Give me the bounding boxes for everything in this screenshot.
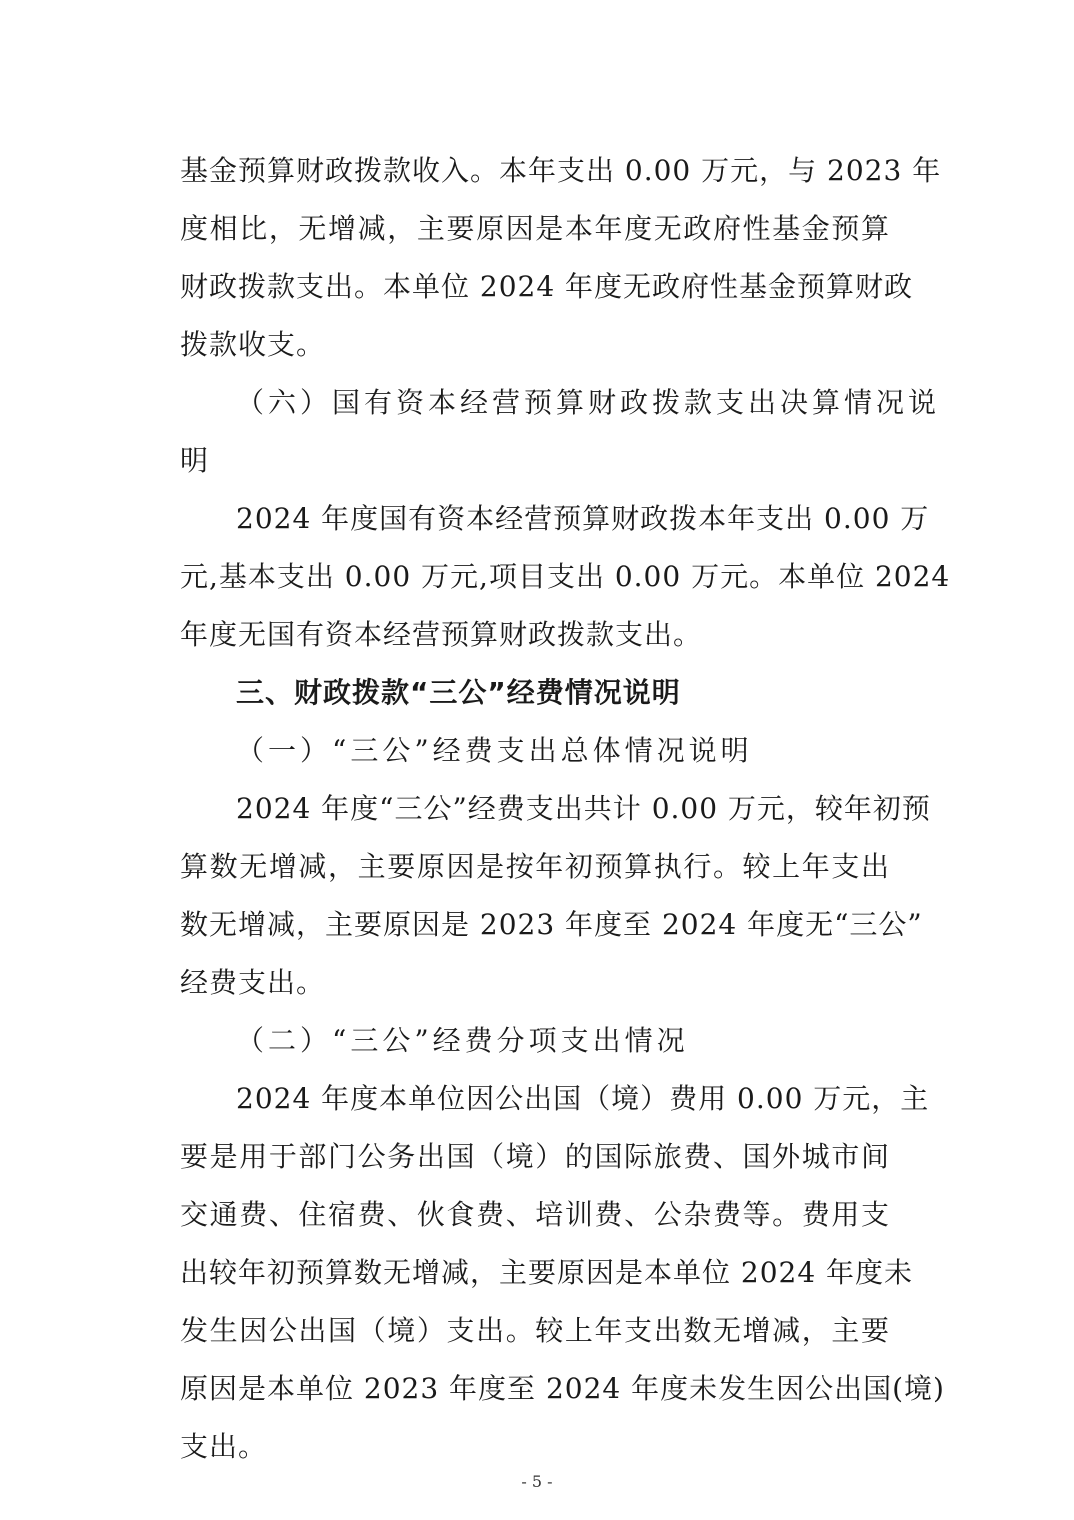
text-line: 元,基本支出 0.00 万元,项目支出 0.00 万元。本单位 2024 — [180, 560, 951, 593]
page-number: - 5 - — [521, 1472, 553, 1491]
text-line: 算数无增减，主要原因是按年初预算执行。较上年支出 — [180, 850, 890, 883]
heading-line: 三、财政拨款“三公”经费情况说明 — [236, 676, 681, 709]
text-line: 财政拨款支出。本单位 2024 年度无政府性基金预算财政 — [180, 270, 914, 303]
heading-line: （六）国有资本经营预算财政拨款支出决算情况说 — [236, 386, 941, 419]
paragraph-fund-budget — [180, 142, 942, 374]
section-heading-3 — [180, 664, 890, 722]
text-line: 2024 年度国有资本经营预算财政拨本年支出 0.00 万 — [236, 502, 930, 535]
text-line: 出较年初预算数无增减，主要原因是本单位 2024 年度未 — [180, 1256, 914, 1289]
text-line: 基金预算财政拨款收入。本年支出 0.00 万元，与 2023 年 — [180, 154, 942, 187]
text-line: 交通费、住宿费、伙食费、培训费、公杂费等。费用支 — [180, 1198, 890, 1231]
text-line: 经费支出。 — [180, 966, 326, 999]
section-heading-6 — [180, 374, 941, 490]
heading-line: （一）“三公”经费支出总体情况说明 — [236, 734, 753, 767]
subsection-heading-2 — [180, 1012, 890, 1070]
text-line: 支出。 — [180, 1430, 268, 1463]
text-line: 年度无国有资本经营预算财政拨款支出。 — [180, 618, 703, 651]
text-line: 发生因公出国（境）支出。较上年支出数无增减，主要 — [180, 1314, 890, 1347]
text-line: 2024 年度“三公”经费支出共计 0.00 万元，较年初预 — [236, 792, 931, 825]
text-line: 数无增减，主要原因是 2023 年度至 2024 年度无“三公” — [180, 908, 923, 941]
text-line: 度相比，无增减，主要原因是本年度无政府性基金预算 — [180, 212, 890, 245]
heading-line: 明 — [180, 444, 210, 477]
paragraph-state-capital — [180, 490, 951, 664]
subsection-heading-1 — [180, 722, 890, 780]
document-body — [180, 142, 951, 1476]
text-line: 原因是本单位 2023 年度至 2024 年度未发生因公出国(境) — [180, 1372, 945, 1405]
heading-line: （二）“三公”经费分项支出情况 — [236, 1024, 689, 1057]
text-line: 2024 年度本单位因公出国（境）费用 0.00 万元，主 — [236, 1082, 930, 1115]
paragraph-three-public-overall — [180, 780, 931, 1012]
text-line: 拨款收支。 — [180, 328, 326, 361]
paragraph-overseas-expense — [180, 1070, 945, 1476]
text-line: 要是用于部门公务出国（境）的国际旅费、国外城市间 — [180, 1140, 890, 1173]
